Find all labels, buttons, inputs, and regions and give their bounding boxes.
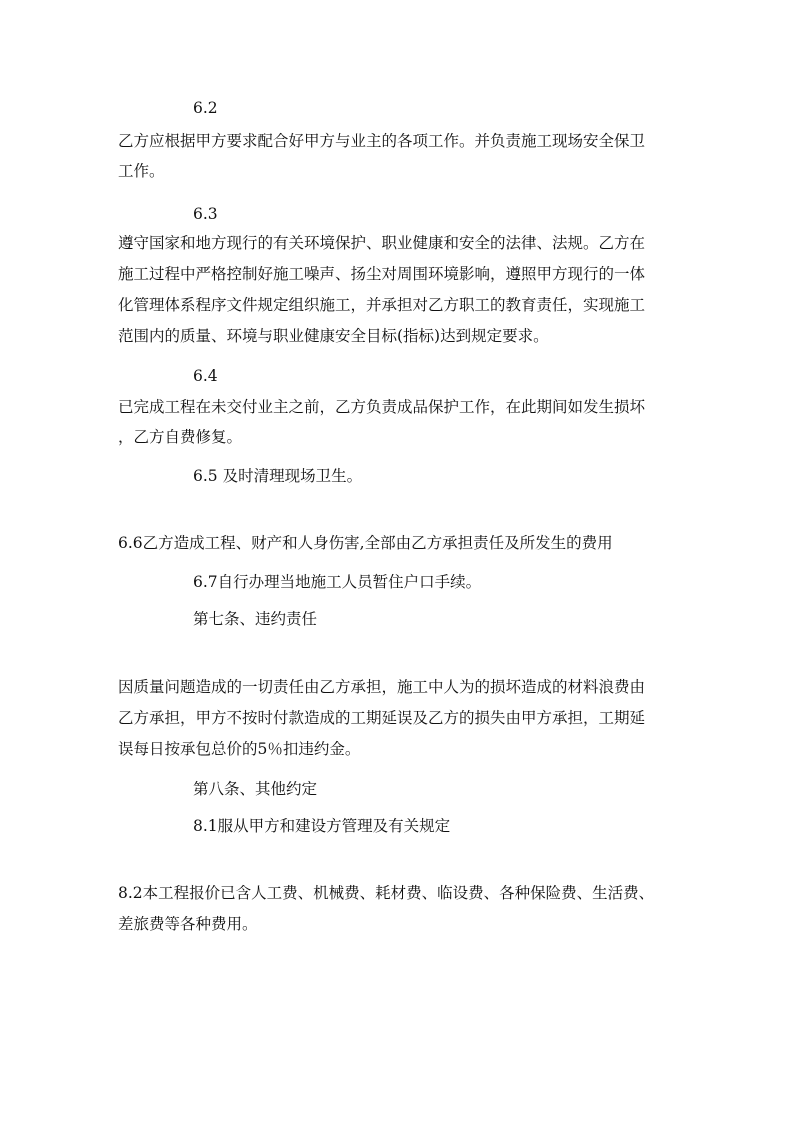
- article-7-heading: 第七条、违约责任: [193, 610, 318, 628]
- clause-6-3-number: 6.3: [193, 205, 218, 223]
- clause-6-4-number: 6.4: [193, 367, 218, 385]
- clause-8-2-text-line-1: 8.2本工程报价已含人工费、机械费、耗材费、临设费、各种保险费、生活费、: [118, 884, 655, 902]
- clause-6-7: 6.7自行办理当地施工人员暂住户口手续。: [193, 573, 482, 591]
- clause-6-2-text-line-2: 工作。: [118, 162, 165, 180]
- clause-6-3-text-line-2: 施工过程中严格控制好施工噪声、扬尘对周围环境影响，遵照甲方现行的一体: [118, 265, 646, 283]
- clause-6-5: 6.5 及时清理现场卫生。: [193, 467, 363, 485]
- clause-8-1: 8.1服从甲方和建设方管理及有关规定: [193, 817, 451, 835]
- clause-6-3-text-line-4: 范围内的质量、环境与职业健康安全目标(指标)达到规定要求。: [118, 327, 549, 345]
- clause-6-3-text-line-3: 化管理体系程序文件规定组织施工，并承担对乙方职工的教育责任，实现施工: [118, 296, 646, 314]
- article-7-text-line-3: 误每日按承包总价的5％扣违约金。: [118, 740, 361, 758]
- clause-6-2-number: 6.2: [193, 99, 218, 117]
- clause-8-2-text-line-2: 差旅费等各种费用。: [118, 915, 258, 933]
- clause-6-4-text-line-1: 已完成工程在未交付业主之前，乙方负责成品保护工作，在此期间如发生损坏: [118, 398, 646, 416]
- clause-6-2-text-line-1: 乙方应根据甲方要求配合好甲方与业主的各项工作。并负责施工现场安全保卫: [118, 132, 646, 150]
- article-7-text-line-2: 乙方承担，甲方不按时付款造成的工期延误及乙方的损失由甲方承担，工期延: [118, 709, 646, 727]
- article-8-heading: 第八条、其他约定: [193, 780, 318, 798]
- clause-6-6: 6.6乙方造成工程、财产和人身伤害,全部由乙方承担责任及所发生的费用: [118, 534, 613, 552]
- clause-6-4-text-line-2: ，乙方自费修复。: [118, 428, 243, 446]
- article-7-text-line-1: 因质量问题造成的一切责任由乙方承担，施工中人为的损坏造成的材料浪费由: [118, 678, 646, 696]
- clause-6-3-text-line-1: 遵守国家和地方现行的有关环境保护、职业健康和安全的法律、法规。乙方在: [118, 234, 646, 252]
